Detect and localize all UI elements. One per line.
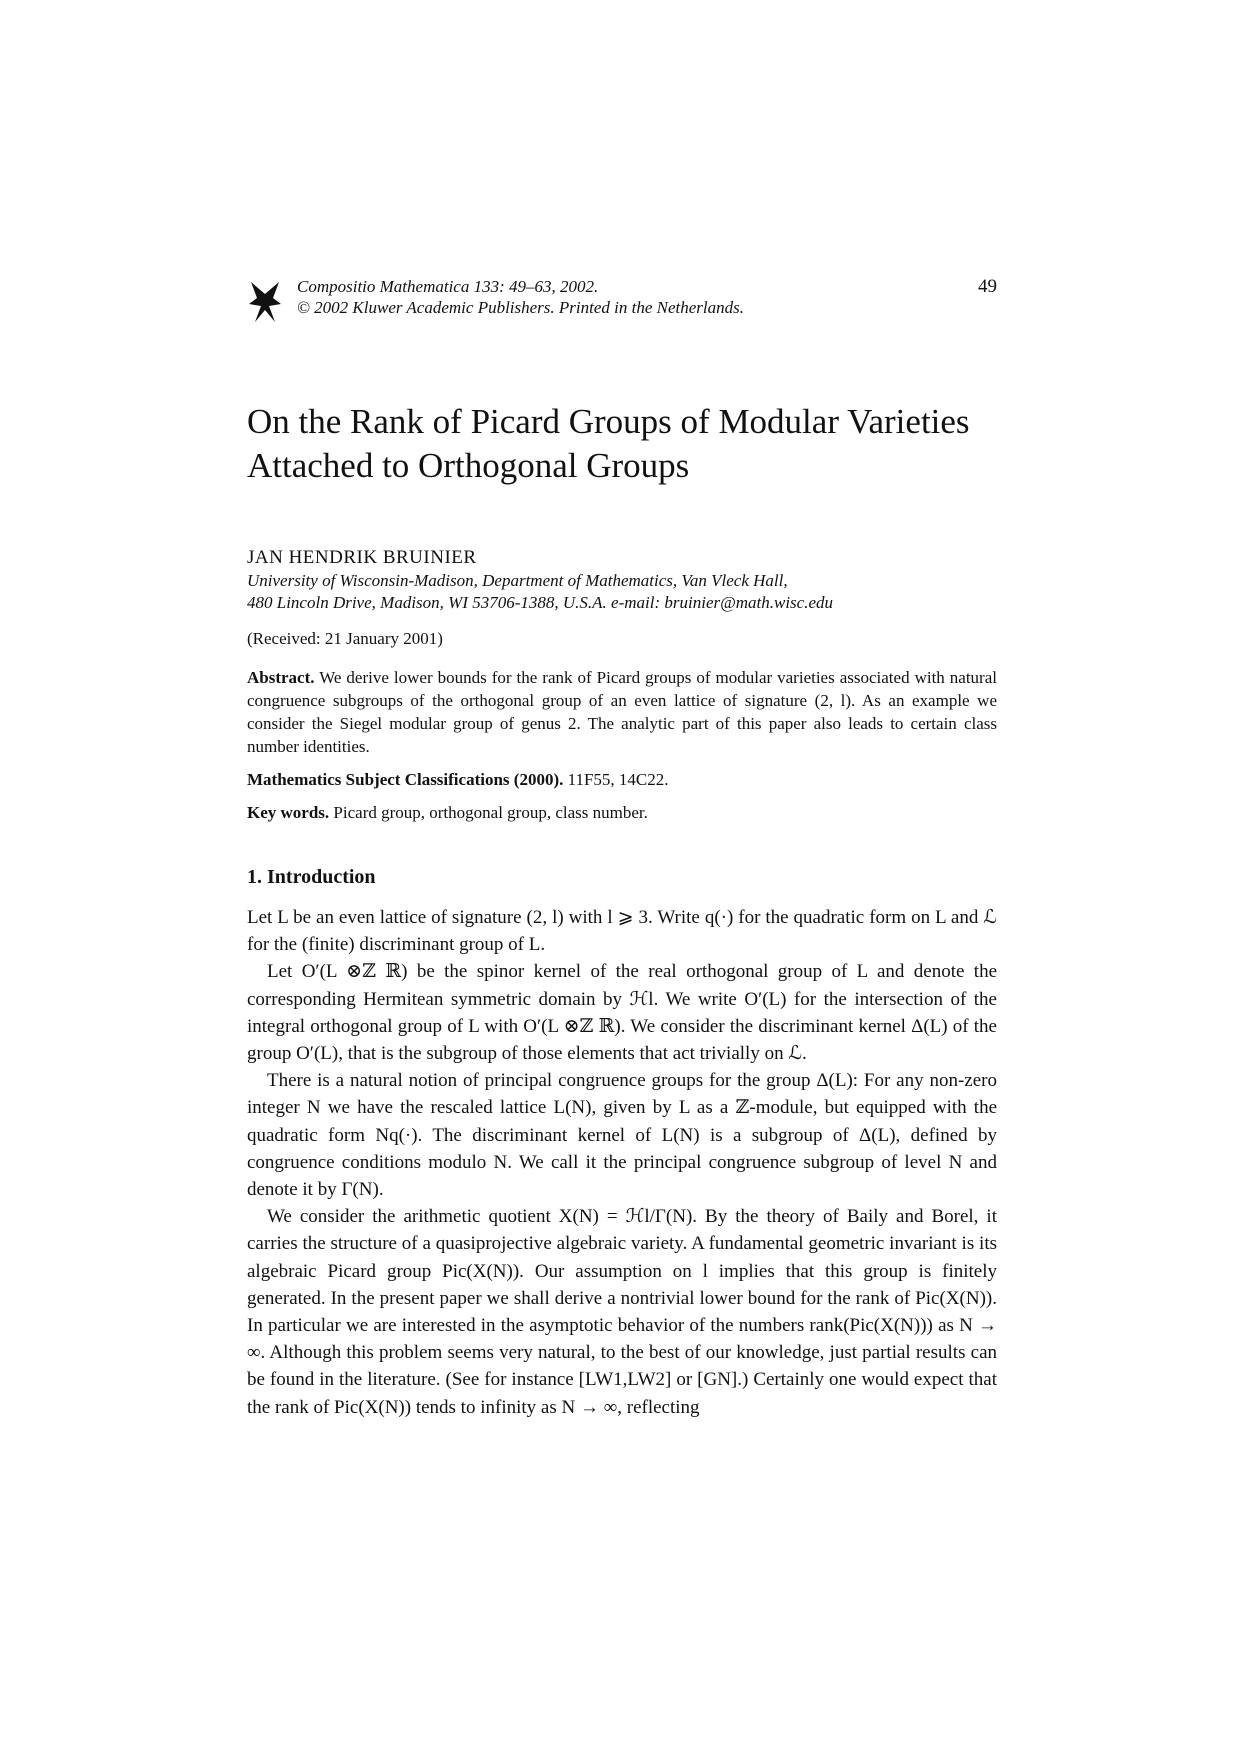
- body-paragraph: Let L be an even lattice of signature (2, l) with l ⩾ 3. Write q(·) for the quadratic form on L and ℒ for the (finite) discriminant group of L.: [247, 907, 997, 956]
- body-paragraph: We consider the arithmetic quotient X(N) = ℋl/Γ(N). By the theory of Baily and Borel, it carries the structure of a quasiprojective algebraic variety. A fundamental geometric invariant is its algebraic Picard group Pic(X(N)). Our assumption on l implies that this group is finitely generated. In the present paper we shall derive a nontrivial lower bound for the rank of Pic(X(N)). In particular we are interested in the asymptotic behavior of the numbers rank(Pic(X(N))) as N → ∞. Although this problem seems very natural, to the best of our knowledge, just partial results can be found in the literature. (See for instance [LW1,LW2] or [GN].) Certainly one would expect that the rank of Pic(X(N)) tends to infinity as N → ∞, reflecting: [247, 1206, 997, 1418]
- keywords: [247, 801, 997, 824]
- section-heading: 1. Introduction: [247, 866, 376, 888]
- body-paragraph: There is a natural notion of principal congruence groups for the group Δ(L): For any non-zero integer N we have the rescaled lattice L(N), given by L as a ℤ-module, but equipped with the quadratic form Nq(·). The discriminant kernel of L(N) is a subgroup of Δ(L), defined by congruence conditions modulo N. We call it the principal congruence subgroup of level N and denote it by Γ(N).: [247, 1070, 997, 1201]
- msc-text: 11F55, 14C22.: [567, 770, 669, 789]
- received-date: (Received: 21 January 2001): [247, 629, 443, 648]
- keywords-label: Key words.: [247, 803, 330, 822]
- author-affiliation-line1: University of Wisconsin-Madison, Department of Mathematics, Van Vleck Hall,: [247, 571, 788, 590]
- keywords-text: Picard group, orthogonal group, class number.: [333, 803, 648, 822]
- body-paragraph: Let O′(L ⊗ℤ ℝ) be the spinor kernel of the real orthogonal group of L and denote the corresponding Hermitean symmetric domain by ℋl. We write O′(L) for the intersection of the integral orthogonal group of L with O′(L ⊗ℤ ℝ). We consider the discriminant kernel Δ(L) of the group O′(L), that is the subgroup of those elements that act trivially on ℒ.: [247, 961, 997, 1065]
- paper-page: [247, 270, 997, 1421]
- paper-title: On the Rank of Picard Groups of Modular Varieties Attached to Orthogonal Groups: [247, 402, 970, 485]
- publisher-logo-icon: [247, 280, 283, 324]
- publisher-line: © 2002 Kluwer Academic Publishers. Printed in the Netherlands.: [297, 298, 745, 317]
- msc-classification: [247, 768, 997, 791]
- journal-citation: [297, 276, 744, 318]
- abstract-label: Abstract.: [247, 668, 315, 687]
- abstract: [247, 666, 997, 758]
- abstract-text: We derive lower bounds for the rank of Picard groups of modular varieties associated with natural congruence subgroups of the orthogonal group of an even lattice of signature (2, l). As an example we consider the Siegel modular group of genus 2. The analytic part of this paper also leads to certain class number identities.: [247, 668, 997, 756]
- journal-line: Compositio Mathematica 133: 49–63, 2002.: [297, 277, 599, 296]
- page-number: 49: [978, 276, 997, 297]
- msc-label: Mathematics Subject Classifications (2000).: [247, 770, 564, 789]
- author-name: JAN HENDRIK BRUINIER: [247, 547, 477, 568]
- author-affiliation-line2: 480 Lincoln Drive, Madison, WI 53706-1388, U.S.A. e-mail: bruinier@math.wisc.edu: [247, 593, 834, 612]
- journal-header: [247, 270, 997, 330]
